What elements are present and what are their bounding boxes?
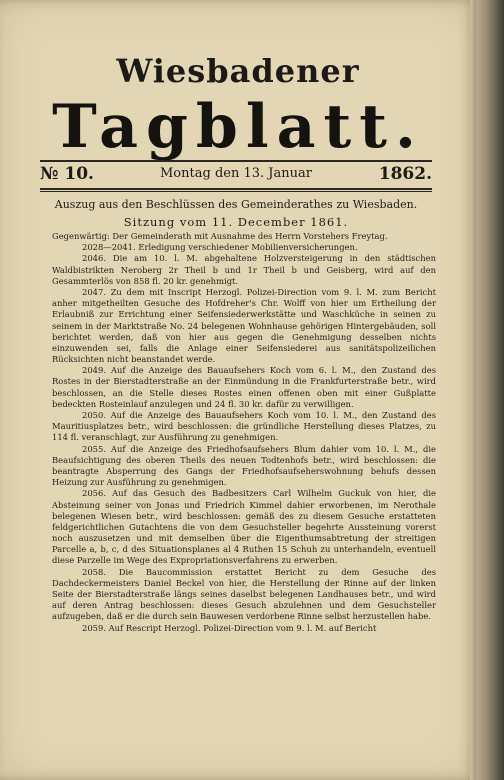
article-paragraph: 2046. Die am 10. l. M. abgehaltene Holzversteigerung in den städtischen Waldbistrikten Neroberg 2r Theil b und 1r Theil b und Geisberg, wird auf den Gesammterlös von 858 fl. 20 kr. genehmigt. [52,253,436,286]
rule-top [40,160,432,162]
rule-bottom-thin [40,191,432,192]
issue-number: № 10. [40,164,94,184]
masthead-top: Wiesbadener [116,52,360,90]
session-heading: Sitzung vom 11. December 1861. [123,215,349,229]
article-paragraph: 2028—2041. Erledigung verschiedener Mobilienversicherungen. [82,242,358,253]
issue-date: Montag den 13. Januar [160,166,312,181]
book-spine [476,0,504,780]
issue-line [40,164,432,186]
article-paragraph: 2056. Auf das Gesuch des Badbesitzers Carl Wilhelm Guckuk von hier, die Absteinung seiner von Jonas und Friedrich Kimmel dahier erworbenen, im Nerothale belegenen Wiesen betr., wird beschlossen: gemäß des zu diesem Gesuche erstatteten feldgerichtlichen Gutachtens die von dem Gesuchsteller begehrte Aussteinung vorerst noch auszusetzen und mit demselben über die Eigenthumsabtretung der streitigen Parcelle a, b, c, d des Situationsplanes al 4 Ruthen 15 Schuh zu unterhandeln, eventuell diese Parzelle im Wege des Expropriationsverfahrens zu erwerben. [52,488,436,566]
article-paragraph: 2058. Die Baucommission erstattet Bericht zu dem Gesuche des Dachdeckermeisters Daniel Beckel von hier, die Herstellung der Rinne auf der linken Seite der Bierstadterstraße längs seines daselbst belegenen Landhauses betr., und wird auf deren Antrag beschlossen: dieses Gesuch abzulehnen und dem Gesuchsteller aufzugeben, daß er die durch sein Bauwesen verdorbene Rinne selbst herzustellen habe. [52,566,436,622]
article-paragraph: 2059. Auf Rescript Herzogl. Polizei-Direction vom 9. l. M. auf Bericht [82,622,377,633]
section-heading: Auszug aus den Beschlüssen des Gemeinderathes zu Wiesbaden. [54,198,418,211]
article-paragraph: 2049. Auf die Anzeige des Bauaufsehers Koch vom 6. l. M., den Zustand des Rostes in der Bierstadterstraße an der Einmündung in die Frankfurterstraße betr., wird beschlossen, an die Stelle dieses Rostes einen offenen oben mit einer Gußplatte bedeckten Rosteinlauf anzulegen und 24 fl. 30 kr. dafür zu verwilligen. [52,365,436,409]
masthead-title: Tagblatt. [52,92,424,162]
article-paragraph: 2050. Auf die Anzeige des Bauaufsehers Koch vom 10. l. M., den Zustand des Mauritiusplatzes betr., wird beschlossen: die gründliche Herstellung dieses Platzes, zu 114 fl. veranschlagt, zur Ausführung zu genehmigen. [52,410,436,443]
article-paragraph: 2055. Auf die Anzeige des Friedhofsaufsehers Blum dahier vom 10. l. M., die Beaufsichtigung des oberen Theils des neuen Todtenhofs betr., wird beschlossen: die beantragte Absperrung des Gangs der Friedhofsaufseherswohnung behufs dessen Heizung zur Ausführung zu genehmigen. [52,443,436,488]
article-body [52,231,436,634]
rule-bottom [40,188,432,190]
attendance-paragraph: Gegenwärtig: Der Gemeinderath mit Ausnahme des Herrn Vorstehers Freytag. [52,231,388,241]
article-paragraph: 2047. Zu dem mit Inscript Herzogl. Polizei-Direction vom 9. l. M. zum Bericht anher mitgetheilten Gesuche des Hofdreher's Chr. Wolff von hier um Ertheilung der Erlaubniß zur Errichtung einer Seifensiederwerkstätte und Waschküche in seinen zu seinem in der Marktstraße No. 24 belegenen Wohnhause gehörigen Hintergebäuden, soll berichtet werden, daß von hier aus gegen die Genehmigung desselben nichts einzuwenden sei, falls die Anlage einer Seifensiederei aus sanitätspolizeilichen Rücksichten nicht beanstandet werde. [52,286,436,365]
issue-year: 1862. [378,164,432,184]
